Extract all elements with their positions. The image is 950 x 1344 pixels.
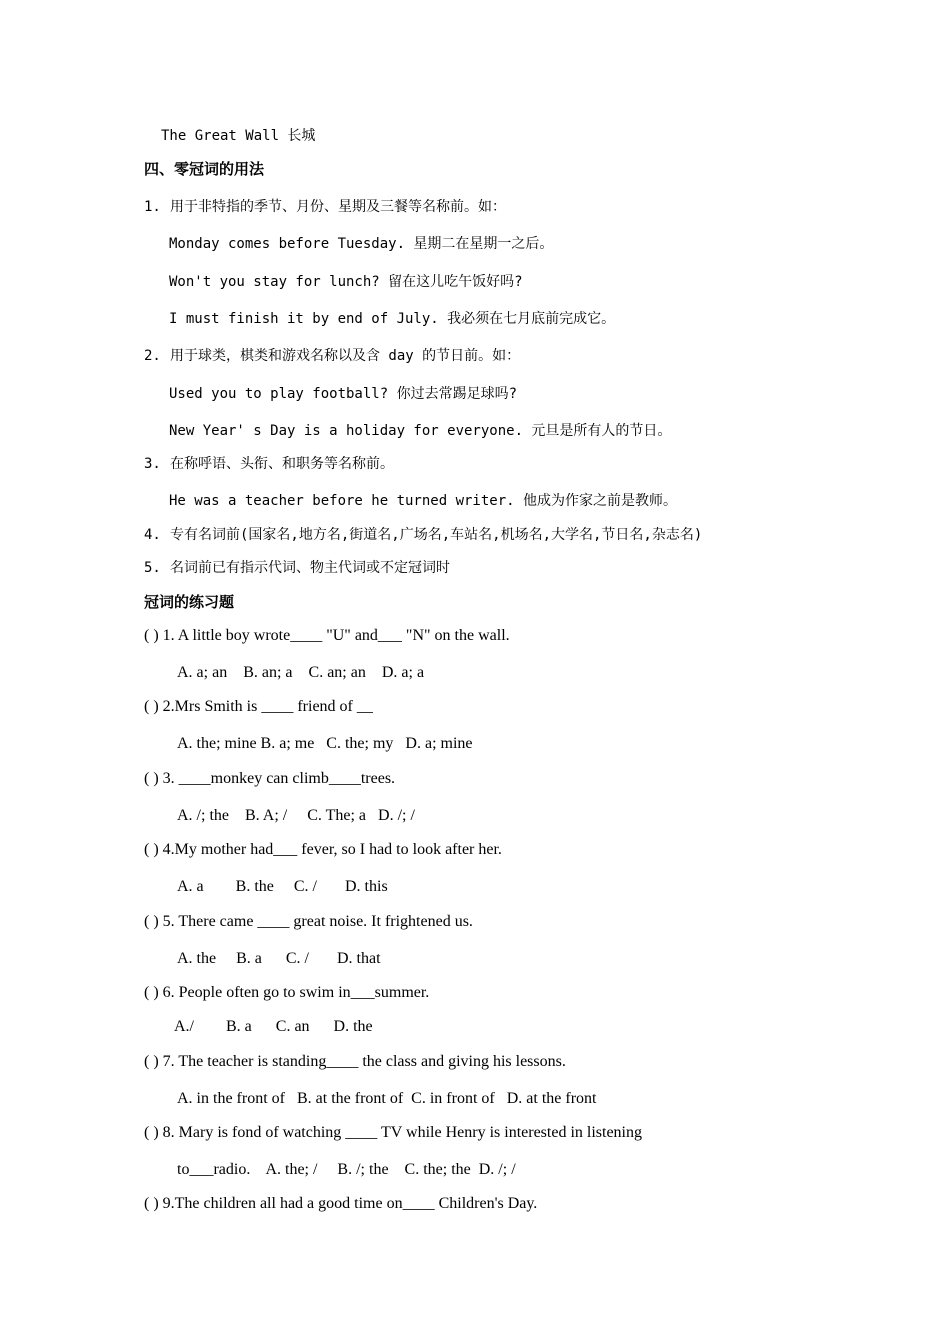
question-options: to___radio. A. the; / B. /; the C. the; the D. /; / [177,1161,516,1178]
question: ( ) 9.The children all had a good time on____ Children's Day. [144,1195,538,1212]
rule-example: He was a teacher before he turned writer. 他成为作家之前是教师。 [169,493,678,509]
rule-example: Won't you stay for lunch? 留在这儿吃午饭好吗? [169,274,523,290]
rule-text: 在称呼语、头衔、和职务等名称前。 [170,456,394,472]
rule-example: I must finish it by end of July. 我必须在七月底前完成它。 [169,311,616,327]
question-options: A. a B. the C. / D. this [177,878,388,895]
question: ( ) 5. There came ____ great noise. It frightened us. [144,913,473,930]
question-options: A. a; an B. an; a C. an; an D. a; a [177,664,425,681]
rule-number: 4. [144,527,161,543]
question: ( ) 4.My mother had___ fever, so I had to look after her. [144,841,502,858]
rule-text: 用于非特指的季节、月份、星期及三餐等名称前。如： [170,199,506,215]
question: ( ) 7. The teacher is standing____ the class and giving his lessons. [144,1053,566,1070]
question: ( ) 2.Mrs Smith is ____ friend of __ [144,698,373,715]
exercise-heading: 冠词的练习题 [144,593,235,611]
rule-number: 5. [144,560,161,576]
rule-number: 2. [144,348,161,364]
section-heading: 四、零冠词的用法 [144,160,265,178]
rule-text: 用于球类，棋类和游戏名称以及含 day 的节日前。如： [170,348,521,364]
question: ( ) 8. Mary is fond of watching ____ TV while Henry is interested in listening [144,1124,642,1141]
question-options: A. the B. a C. / D. that [177,950,381,967]
question-options: A. /; the B. A; / C. The; a D. /; / [177,807,415,824]
question-options: A. in the front of B. at the front of C. in front of D. at the front [177,1090,597,1107]
rule-text: 专有名词前(国家名,地方名,街道名,广场名,车站名,机场名,大学名,节日名,杂志名) [170,527,703,543]
question-options: A. the; mine B. a; me C. the; my D. a; mine [177,735,473,752]
question-options: A./ B. a C. an D. the [174,1018,373,1035]
top-line: The Great Wall 长城 [161,128,316,144]
rule-example: New Year' s Day is a holiday for everyone. 元旦是所有人的节日。 [169,423,672,439]
rule-text: 名词前已有指示代词、物主代词或不定冠词时 [170,560,450,576]
question: ( ) 1. A little boy wrote____ "U" and___ "N" on the wall. [144,627,510,644]
rule-example: Used you to play football? 你过去常踢足球吗? [169,386,518,402]
rule-number: 1. [144,199,161,215]
rule-number: 3. [144,456,161,472]
question: ( ) 6. People often go to swim in___summer. [144,984,430,1001]
rule-example: Monday comes before Tuesday. 星期二在星期一之后。 [169,236,554,252]
question: ( ) 3. ____monkey can climb____trees. [144,770,396,787]
